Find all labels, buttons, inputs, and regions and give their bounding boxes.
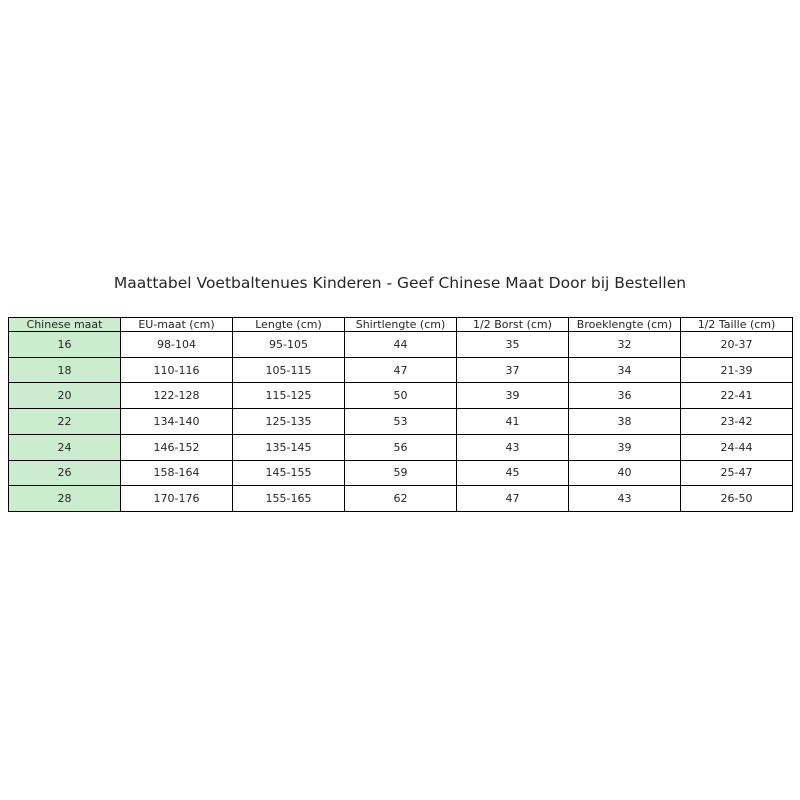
table-cell: 38 xyxy=(569,409,681,435)
column-header: 1/2 Borst (cm) xyxy=(457,318,569,332)
table-cell: 41 xyxy=(457,409,569,435)
table-row xyxy=(9,357,793,383)
table-cell: 45 xyxy=(457,460,569,486)
table-cell: 155-165 xyxy=(233,486,345,512)
table-cell: 122-128 xyxy=(121,383,233,409)
table-cell: 105-115 xyxy=(233,357,345,383)
table-cell: 134-140 xyxy=(121,409,233,435)
table-cell: 98-104 xyxy=(121,332,233,358)
table-cell: 23-42 xyxy=(681,409,793,435)
table-cell: 125-135 xyxy=(233,409,345,435)
chinese-maat-cell: 18 xyxy=(9,357,121,383)
table-cell: 39 xyxy=(457,383,569,409)
table-cell: 24-44 xyxy=(681,434,793,460)
table-cell: 20-37 xyxy=(681,332,793,358)
table-body xyxy=(9,332,793,512)
table-cell: 59 xyxy=(345,460,457,486)
table-row xyxy=(9,332,793,358)
table-header-row xyxy=(9,318,793,332)
table-cell: 47 xyxy=(457,486,569,512)
chinese-maat-cell: 28 xyxy=(9,486,121,512)
table-row xyxy=(9,486,793,512)
table-cell: 146-152 xyxy=(121,434,233,460)
table-cell: 62 xyxy=(345,486,457,512)
table-cell: 32 xyxy=(569,332,681,358)
chinese-maat-cell: 20 xyxy=(9,383,121,409)
table-header xyxy=(9,318,793,332)
column-header: Broeklengte (cm) xyxy=(569,318,681,332)
table-cell: 37 xyxy=(457,357,569,383)
table-row xyxy=(9,409,793,435)
size-table xyxy=(8,317,793,512)
column-header-chinese-maat: Chinese maat xyxy=(9,318,121,332)
table-cell: 39 xyxy=(569,434,681,460)
table-cell: 47 xyxy=(345,357,457,383)
table-cell: 40 xyxy=(569,460,681,486)
table-cell: 170-176 xyxy=(121,486,233,512)
table-cell: 56 xyxy=(345,434,457,460)
column-header: 1/2 Taille (cm) xyxy=(681,318,793,332)
table-cell: 95-105 xyxy=(233,332,345,358)
chinese-maat-cell: 22 xyxy=(9,409,121,435)
chinese-maat-cell: 26 xyxy=(9,460,121,486)
table-cell: 21-39 xyxy=(681,357,793,383)
table-row xyxy=(9,460,793,486)
table-cell: 44 xyxy=(345,332,457,358)
table-cell: 43 xyxy=(457,434,569,460)
page-title: Maattabel Voetbaltenues Kinderen - Geef Chinese Maat Door bij Bestellen xyxy=(113,274,687,292)
table-row xyxy=(9,383,793,409)
table-cell: 43 xyxy=(569,486,681,512)
table-cell: 50 xyxy=(345,383,457,409)
table-cell: 110-116 xyxy=(121,357,233,383)
table-cell: 26-50 xyxy=(681,486,793,512)
table-cell: 158-164 xyxy=(121,460,233,486)
table-cell: 36 xyxy=(569,383,681,409)
table-row xyxy=(9,434,793,460)
table-cell: 25-47 xyxy=(681,460,793,486)
chinese-maat-cell: 16 xyxy=(9,332,121,358)
chinese-maat-cell: 24 xyxy=(9,434,121,460)
table-cell: 35 xyxy=(457,332,569,358)
table-cell: 145-155 xyxy=(233,460,345,486)
column-header: EU-maat (cm) xyxy=(121,318,233,332)
column-header: Lengte (cm) xyxy=(233,318,345,332)
table-cell: 22-41 xyxy=(681,383,793,409)
table-cell: 115-125 xyxy=(233,383,345,409)
column-header: Shirtlengte (cm) xyxy=(345,318,457,332)
table-cell: 135-145 xyxy=(233,434,345,460)
table-cell: 34 xyxy=(569,357,681,383)
table-cell: 53 xyxy=(345,409,457,435)
